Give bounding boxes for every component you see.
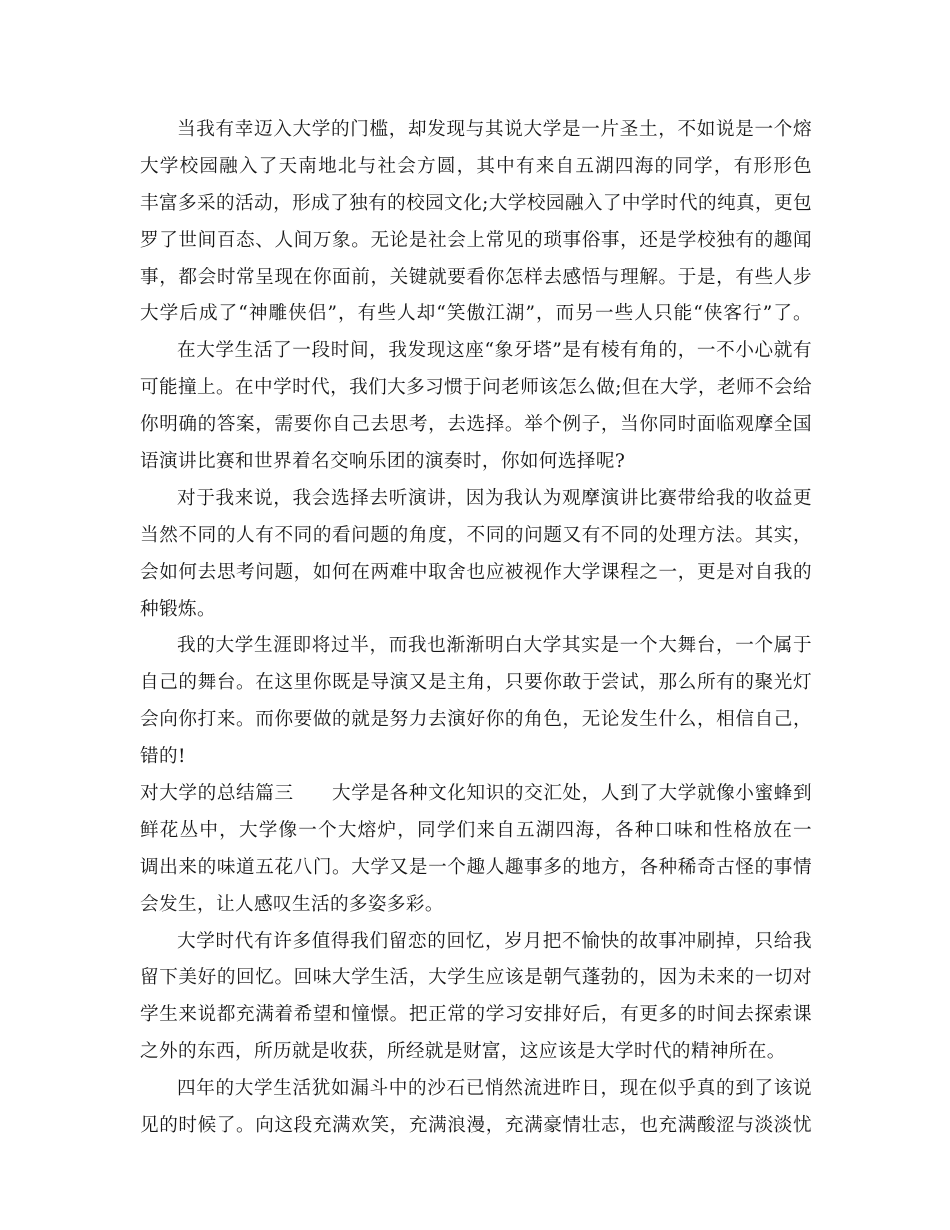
document-body [140, 112, 812, 1145]
text-line: 罗了世间百态、人间万象。无论是社会上常见的琐事俗事，还是学校独有的趣闻 [140, 229, 812, 251]
text-line: 丰富多采的活动，形成了独有的校园文化;大学校园融入了中学时代的纯真，更包 [140, 192, 812, 214]
text-line: 当然不同的人有不同的看问题的角度，不同的问题又有不同的处理方法。其实， [140, 524, 812, 546]
text-line: 大学校园融入了天南地北与社会方圆，其中有来自五湖四海的同学，有形形色 [140, 155, 812, 177]
text-line: 自己的舞台。在这里你既是导演又是主角，只要你敢于尝试，那么所有的聚光灯 [140, 672, 812, 694]
text-line: 大学后成了“神雕侠侣”，有些人却“笑傲江湖”，而另一些人只能“侠客行”了。 [140, 303, 812, 325]
paragraph-first-line: 四年的大学生活犹如漏斗中的沙石已悄然流进昨日，现在似乎真的到了该说 [177, 1078, 812, 1100]
paragraph-first-line: 对于我来说，我会选择去听演讲，因为我认为观摩演讲比赛带给我的收益更 [177, 487, 812, 509]
text-line: 错的! [140, 746, 186, 768]
text-line: 学生来说都充满着希望和憧憬。把正常的学习安排好后，有更多的时间去探索课 [140, 1004, 812, 1026]
text-line: 你明确的答案，需要你自己去思考，去选择。举个例子，当你同时面临观摩全国 [140, 414, 812, 436]
text-line: 留下美好的回忆。回味大学生活，大学生应该是朝气蓬勃的，因为未来的一切对 [140, 967, 812, 989]
text-line: 会如何去思考问题，如何在两难中取舍也应被视作大学课程之一，更是对自我的 [140, 561, 812, 583]
text-line: 会发生，让人感叹生活的多姿多彩。 [140, 893, 444, 915]
text-line: 鲜花丛中，大学像一个大熔炉，同学们来自五湖四海，各种口味和性格放在一 [140, 819, 812, 841]
text-line: 对大学的总结篇三 大学是各种文化知识的交汇处，人到了大学就像小蜜蜂到 [140, 783, 812, 805]
text-line: 事，都会时常呈现在你面前，关键就要看你怎样去感悟与理解。于是，有些人步 [140, 266, 812, 288]
text-line: 见的时候了。向这段充满欢笑，充满浪漫，充满豪情壮志，也充满酸涩与淡淡忧 [140, 1115, 812, 1137]
text-line: 会向你打来。而你要做的就是努力去演好你的角色，无论发生什么，相信自己， [140, 709, 812, 731]
text-line: 可能撞上。在中学时代，我们大多习惯于问老师该怎么做;但在大学，老师不会给 [140, 377, 812, 399]
text-line: 之外的东西，所历就是收获，所经就是财富，这应该是大学时代的精神所在。 [140, 1041, 786, 1063]
text-line: 调出来的味道五花八门。大学又是一个趣人趣事多的地方，各种稀奇古怪的事情 [140, 856, 812, 878]
paragraph-first-line: 大学时代有许多值得我们留恋的回忆，岁月把不愉快的故事冲刷掉，只给我 [177, 930, 812, 952]
paragraph-first-line: 当我有幸迈入大学的门槛，却发现与其说大学是一片圣土，不如说是一个熔 [177, 119, 812, 140]
paragraph-first-line: 我的大学生涯即将过半，而我也渐渐明白大学其实是一个大舞台，一个属于 [177, 635, 812, 657]
text-line: 语演讲比赛和世界着名交响乐团的演奏时，你如何选择呢? [140, 451, 626, 473]
text-line: 种锻炼。 [140, 598, 216, 620]
paragraph-first-line: 在大学生活了一段时间，我发现这座“象牙塔”是有棱有角的，一不小心就有 [177, 340, 812, 362]
